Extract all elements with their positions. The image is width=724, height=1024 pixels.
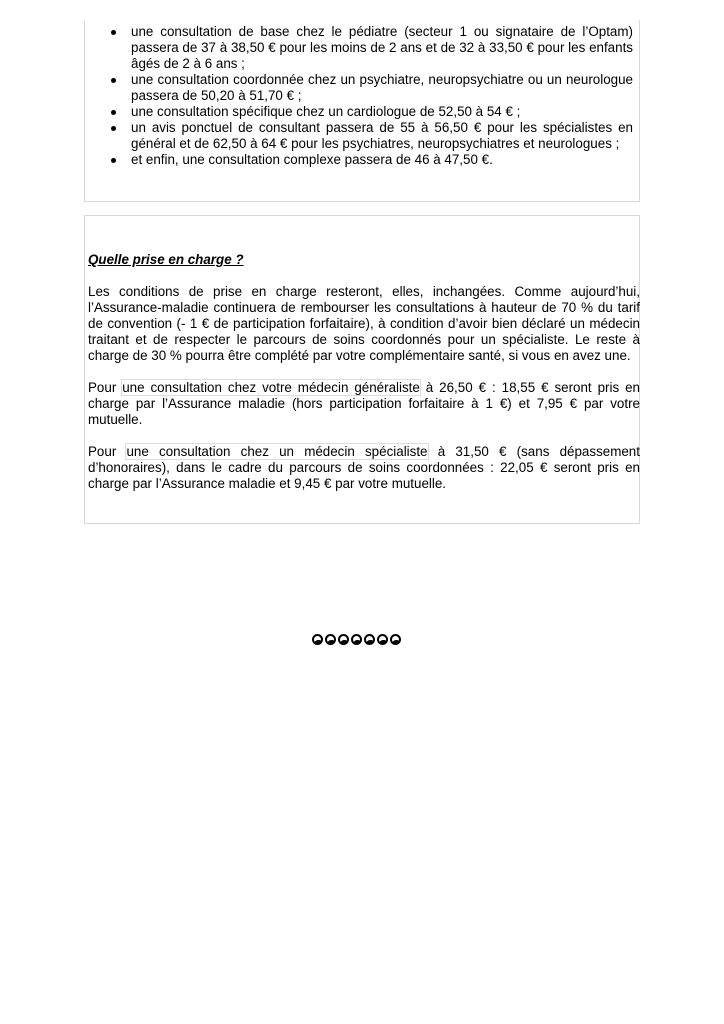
highlighted-phrase: une consultation chez votre médecin généraliste bbox=[122, 380, 420, 395]
ring-ornament-icon bbox=[364, 634, 375, 645]
tariff-list-box bbox=[84, 20, 640, 202]
ring-ornament-icon bbox=[312, 634, 323, 645]
list-item-text: une consultation spécifique chez un cardiologue de 52,50 à 54 € ; bbox=[131, 104, 521, 119]
section-separator bbox=[312, 634, 412, 648]
ring-ornament-icon bbox=[325, 634, 336, 645]
bullet-icon bbox=[111, 30, 116, 35]
paragraph-conditions: Les conditions de prise en charge resteront, elles, inchangées. Comme aujourd’hui, l’Assurance-maladie continuera de rembourser les consultations à hauteur de 70 % du tarif de convention (- 1 € de participation forfaitaire), à condition d’avoir bien déclaré un médecin traitant et de respecter le parcours de soins coordonnés pour un spécialiste. Le reste à charge de 30 % pourra être complété par votre complémentaire santé, si vous en avez une. bbox=[88, 284, 640, 363]
ring-ornament-icon bbox=[390, 634, 401, 645]
list-item bbox=[107, 104, 633, 120]
list-item-text: un avis ponctuel de consultant passera de 55 à 56,50 € pour les spécialistes en général et de 62,50 à 64 € pour les psychiatres, neuropsychiatres et neurologues ; bbox=[131, 120, 633, 151]
bullet-icon bbox=[111, 158, 116, 163]
coverage-content bbox=[88, 252, 640, 508]
ring-ornament-icon bbox=[351, 634, 362, 645]
bullet-icon bbox=[111, 110, 116, 115]
list-item-text: une consultation coordonnée chez un psychiatre, neuropsychiatre ou un neurologue passera de 50,20 à 51,70 € ; bbox=[131, 72, 633, 103]
bullet-icon bbox=[111, 126, 116, 131]
list-item-text: une consultation de base chez le pédiatre (secteur 1 ou signataire de l’Optam) passera de 37 à 38,50 € pour les moins de 2 ans et de 32 à 33,50 € pour les enfants âgés de 2 à 6 ans ; bbox=[131, 24, 633, 71]
section-title: Quelle prise en charge ? bbox=[88, 252, 244, 267]
highlighted-phrase: une consultation chez un médecin spécialiste bbox=[126, 444, 428, 459]
tariff-list bbox=[107, 24, 633, 168]
ring-ornament-icon bbox=[338, 634, 349, 645]
coverage-info-box bbox=[84, 215, 640, 524]
paragraph-text: à 26,50 € : 18,55 € seront pris en charge par l’Assurance maladie (hors participation forfaitaire à 1 €) et 7,95 € par votre mutuelle. bbox=[88, 380, 640, 427]
ring-ornament-icon bbox=[377, 634, 388, 645]
paragraph-specialist bbox=[88, 444, 640, 492]
paragraph-generalist bbox=[88, 380, 640, 428]
list-item bbox=[107, 24, 633, 72]
paragraph-text: à 31,50 € (sans dépassement d’honoraires), dans le cadre du parcours de soins coordonnées : 22,05 € seront pris en charge par l’Assurance maladie et 9,45 € par votre mutuelle. bbox=[88, 444, 640, 491]
paragraph-text: Pour bbox=[88, 444, 127, 459]
list-item bbox=[107, 152, 633, 168]
list-item-text: et enfin, une consultation complexe passera de 46 à 47,50 €. bbox=[131, 152, 493, 167]
list-item bbox=[107, 120, 633, 152]
paragraph-text: Pour bbox=[88, 380, 123, 395]
bullet-icon bbox=[111, 78, 116, 83]
list-item bbox=[107, 72, 633, 104]
